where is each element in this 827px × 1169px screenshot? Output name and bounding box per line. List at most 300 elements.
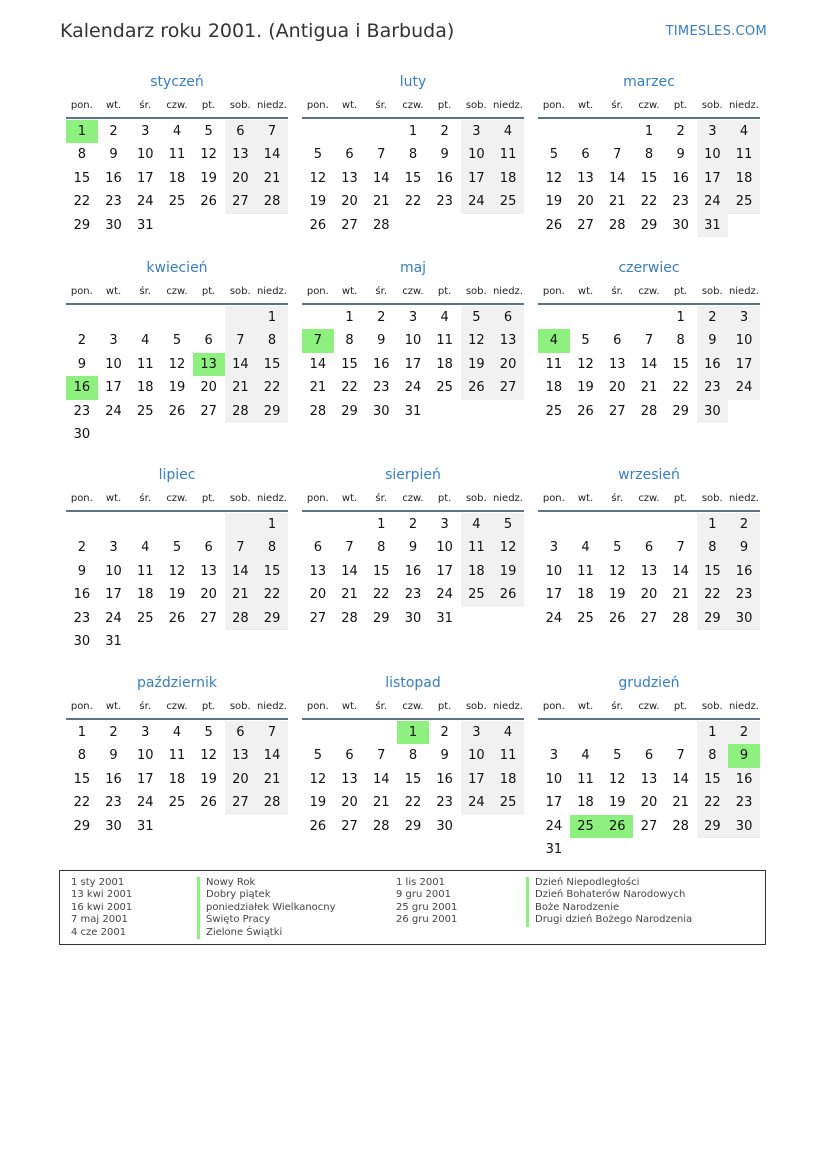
- day-cell[interactable]: 9: [77, 356, 86, 372]
- day-cell[interactable]: 31: [105, 633, 122, 649]
- day-cell[interactable]: 19: [168, 380, 186, 396]
- day-cell[interactable]: 6: [204, 540, 213, 556]
- day-cell[interactable]: 7: [613, 147, 622, 163]
- day-cell[interactable]: 11: [577, 771, 594, 787]
- day-cell[interactable]: 10: [436, 540, 453, 556]
- day-cell[interactable]: 20: [225, 768, 257, 791]
- day-cell[interactable]: 17: [545, 587, 563, 603]
- day-cell[interactable]: 3: [109, 333, 118, 349]
- day-cell[interactable]: 9: [377, 333, 386, 349]
- day-cell[interactable]: 2: [440, 725, 449, 740]
- day-cell[interactable]: 28: [372, 818, 390, 834]
- day-cell[interactable]: 8: [77, 748, 86, 764]
- day-cell[interactable]: 22: [372, 587, 390, 603]
- day-cell[interactable]: 25: [577, 610, 594, 626]
- day-cell[interactable]: 20: [341, 795, 358, 811]
- day-cell[interactable]: 25: [461, 583, 493, 606]
- day-cell[interactable]: 16: [728, 768, 760, 791]
- day-cell[interactable]: 9: [440, 147, 449, 163]
- day-cell[interactable]: 16: [73, 587, 91, 603]
- day-cell[interactable]: 4: [461, 513, 493, 536]
- day-cell[interactable]: 22: [404, 795, 422, 811]
- day-cell[interactable]: 21: [672, 795, 689, 811]
- day-cell[interactable]: 17: [461, 167, 493, 190]
- day-cell[interactable]: 12: [168, 356, 186, 372]
- day-cell[interactable]: 15: [697, 768, 729, 791]
- day-cell[interactable]: 8: [377, 540, 386, 556]
- day-cell[interactable]: 18: [545, 380, 563, 396]
- day-cell[interactable]: 29: [256, 400, 288, 423]
- day-cell[interactable]: 19: [577, 380, 594, 396]
- day-cell[interactable]: 11: [545, 356, 563, 372]
- day-cell[interactable]: 29: [640, 217, 658, 233]
- day-cell[interactable]: 30: [105, 818, 122, 834]
- day-cell[interactable]: 18: [461, 560, 493, 583]
- day-cell[interactable]: 10: [461, 744, 493, 767]
- day-cell[interactable]: 25: [136, 403, 154, 419]
- day-cell[interactable]: 14: [372, 771, 390, 787]
- day-cell[interactable]: 3: [549, 540, 558, 556]
- day-cell[interactable]: 7: [225, 536, 257, 559]
- day-cell[interactable]: 3: [141, 124, 150, 139]
- day-cell[interactable]: 9: [676, 147, 685, 163]
- day-cell[interactable]: 3: [728, 306, 760, 329]
- day-cell[interactable]: 2: [728, 513, 760, 536]
- day-cell[interactable]: 26: [545, 217, 563, 233]
- day-cell[interactable]: 29: [697, 815, 729, 838]
- day-cell[interactable]: 26: [492, 583, 524, 606]
- day-cell[interactable]: 23: [404, 587, 422, 603]
- day-cell[interactable]: 21: [672, 587, 689, 603]
- day-cell[interactable]: 6: [345, 748, 354, 764]
- day-cell[interactable]: 14: [672, 771, 689, 787]
- day-cell[interactable]: 11: [136, 356, 154, 372]
- day-cell[interactable]: 6: [225, 120, 257, 143]
- day-cell[interactable]: 25: [492, 190, 524, 213]
- day-cell[interactable]: 20: [640, 795, 658, 811]
- day-cell[interactable]: 4: [728, 120, 760, 143]
- day-cell[interactable]: 9: [697, 329, 729, 352]
- day-cell[interactable]: 26: [309, 818, 327, 834]
- day-cell[interactable]: 18: [168, 771, 186, 787]
- day-cell[interactable]: 19: [608, 587, 626, 603]
- day-cell[interactable]: 20: [341, 194, 358, 210]
- day-cell[interactable]: 23: [728, 791, 760, 814]
- day-cell[interactable]: 29: [73, 217, 91, 233]
- day-cell[interactable]: 24: [436, 587, 453, 603]
- day-cell[interactable]: 18: [492, 167, 524, 190]
- day-cell[interactable]: 1: [697, 513, 729, 536]
- day-cell[interactable]: 26: [309, 217, 327, 233]
- day-cell[interactable]: 18: [577, 795, 594, 811]
- day-cell[interactable]: 10: [545, 771, 563, 787]
- day-cell[interactable]: 29: [404, 818, 422, 834]
- day-cell[interactable]: 16: [728, 560, 760, 583]
- day-cell[interactable]: 24: [136, 795, 154, 811]
- day-cell[interactable]: 9: [109, 748, 118, 764]
- day-cell[interactable]: 30: [73, 426, 91, 442]
- day-cell[interactable]: 4: [538, 329, 570, 352]
- day-cell[interactable]: 9: [728, 744, 760, 767]
- day-cell[interactable]: 28: [256, 791, 288, 814]
- day-cell[interactable]: 21: [256, 167, 288, 190]
- day-cell[interactable]: 30: [436, 818, 453, 834]
- day-cell[interactable]: 24: [545, 610, 563, 626]
- day-cell[interactable]: 30: [728, 607, 760, 630]
- day-cell[interactable]: 15: [672, 356, 689, 372]
- day-cell[interactable]: 25: [728, 190, 760, 213]
- day-cell[interactable]: 7: [302, 329, 334, 352]
- day-cell[interactable]: 8: [256, 536, 288, 559]
- day-cell[interactable]: 12: [168, 563, 186, 579]
- day-cell[interactable]: 27: [640, 818, 658, 834]
- day-cell[interactable]: 23: [105, 194, 122, 210]
- day-cell[interactable]: 8: [408, 748, 418, 764]
- day-cell[interactable]: 5: [461, 306, 493, 329]
- day-cell[interactable]: 31: [136, 818, 154, 834]
- day-cell[interactable]: 9: [728, 536, 760, 559]
- day-cell[interactable]: 5: [313, 147, 322, 163]
- day-cell[interactable]: 16: [436, 771, 453, 787]
- day-cell[interactable]: 16: [372, 356, 390, 372]
- day-cell[interactable]: 8: [644, 147, 654, 163]
- day-cell[interactable]: 21: [341, 587, 358, 603]
- day-cell[interactable]: 28: [309, 403, 327, 419]
- day-cell[interactable]: 15: [372, 563, 390, 579]
- day-cell[interactable]: 6: [225, 721, 257, 744]
- day-cell[interactable]: 30: [105, 217, 122, 233]
- day-cell[interactable]: 13: [341, 771, 358, 787]
- day-cell[interactable]: 10: [136, 748, 154, 764]
- day-cell[interactable]: 5: [549, 147, 558, 163]
- day-cell[interactable]: 25: [436, 380, 453, 396]
- day-cell[interactable]: 13: [341, 170, 358, 186]
- day-cell[interactable]: 16: [404, 563, 422, 579]
- day-cell[interactable]: 13: [200, 563, 217, 579]
- day-cell[interactable]: 6: [644, 748, 654, 764]
- day-cell[interactable]: 27: [608, 403, 626, 419]
- day-cell[interactable]: 4: [141, 333, 150, 349]
- day-cell[interactable]: 26: [577, 403, 594, 419]
- day-cell[interactable]: 20: [608, 380, 626, 396]
- day-cell[interactable]: 8: [697, 744, 729, 767]
- day-cell[interactable]: 12: [492, 536, 524, 559]
- day-cell[interactable]: 29: [672, 403, 689, 419]
- day-cell[interactable]: 14: [672, 563, 689, 579]
- day-cell[interactable]: 17: [436, 563, 453, 579]
- day-cell[interactable]: 27: [225, 791, 257, 814]
- day-cell[interactable]: 4: [492, 120, 524, 143]
- day-cell[interactable]: 14: [225, 353, 257, 376]
- day-cell[interactable]: 20: [200, 587, 217, 603]
- day-cell[interactable]: 24: [404, 380, 422, 396]
- day-cell[interactable]: 25: [168, 194, 186, 210]
- day-cell[interactable]: 17: [136, 170, 154, 186]
- day-cell[interactable]: 16: [105, 170, 122, 186]
- day-cell[interactable]: 3: [549, 748, 558, 764]
- day-cell[interactable]: 14: [640, 356, 658, 372]
- day-cell[interactable]: 2: [77, 333, 86, 349]
- day-cell[interactable]: 4: [581, 748, 590, 764]
- day-cell[interactable]: 10: [697, 143, 729, 166]
- day-cell[interactable]: 25: [492, 791, 524, 814]
- day-cell[interactable]: 11: [577, 563, 594, 579]
- day-cell[interactable]: 23: [105, 795, 122, 811]
- day-cell[interactable]: 15: [73, 771, 91, 787]
- day-cell[interactable]: 1: [66, 120, 98, 143]
- day-cell[interactable]: 22: [640, 194, 658, 210]
- day-cell[interactable]: 21: [640, 380, 658, 396]
- day-cell[interactable]: 22: [697, 791, 729, 814]
- day-cell[interactable]: 11: [492, 143, 524, 166]
- day-cell[interactable]: 11: [136, 563, 154, 579]
- day-cell[interactable]: 30: [697, 400, 729, 423]
- day-cell[interactable]: 21: [225, 376, 257, 399]
- day-cell[interactable]: 3: [109, 540, 118, 556]
- day-cell[interactable]: 22: [73, 795, 91, 811]
- day-cell[interactable]: 5: [492, 513, 524, 536]
- day-cell[interactable]: 12: [461, 329, 493, 352]
- day-cell[interactable]: 7: [377, 147, 386, 163]
- day-cell[interactable]: 16: [436, 170, 453, 186]
- day-cell[interactable]: 17: [404, 356, 422, 372]
- day-cell[interactable]: 11: [728, 143, 760, 166]
- day-cell[interactable]: 3: [408, 310, 418, 325]
- day-cell[interactable]: 19: [461, 353, 493, 376]
- day-cell[interactable]: 2: [109, 124, 118, 139]
- day-cell[interactable]: 14: [256, 744, 288, 767]
- day-cell[interactable]: 31: [697, 214, 729, 237]
- day-cell[interactable]: 3: [440, 517, 449, 532]
- day-cell[interactable]: 5: [204, 725, 213, 740]
- day-cell[interactable]: 26: [608, 610, 626, 626]
- day-cell[interactable]: 14: [372, 170, 390, 186]
- day-cell[interactable]: 20: [492, 353, 524, 376]
- day-cell[interactable]: 15: [341, 356, 358, 372]
- day-cell[interactable]: 22: [697, 583, 729, 606]
- day-cell[interactable]: 2: [408, 517, 418, 532]
- day-cell[interactable]: 5: [581, 333, 590, 349]
- day-cell[interactable]: 28: [372, 217, 390, 233]
- day-cell[interactable]: 27: [577, 217, 594, 233]
- day-cell[interactable]: 20: [577, 194, 594, 210]
- day-cell[interactable]: 12: [577, 356, 594, 372]
- day-cell[interactable]: 23: [672, 194, 689, 210]
- day-cell[interactable]: 22: [341, 380, 358, 396]
- day-cell[interactable]: 15: [256, 353, 288, 376]
- day-cell[interactable]: 7: [644, 333, 654, 349]
- day-cell[interactable]: 13: [640, 771, 658, 787]
- day-cell[interactable]: 6: [345, 147, 354, 163]
- day-cell[interactable]: 18: [492, 768, 524, 791]
- day-cell[interactable]: 21: [608, 194, 626, 210]
- day-cell[interactable]: 27: [309, 610, 327, 626]
- day-cell[interactable]: 3: [461, 120, 493, 143]
- day-cell[interactable]: 28: [672, 818, 689, 834]
- day-cell[interactable]: 2: [728, 721, 760, 744]
- day-cell[interactable]: 15: [404, 771, 422, 787]
- day-cell[interactable]: 6: [644, 540, 654, 556]
- day-cell[interactable]: 8: [345, 333, 354, 349]
- day-cell[interactable]: 1: [644, 124, 654, 139]
- day-cell[interactable]: 12: [200, 748, 217, 764]
- day-cell[interactable]: 21: [256, 768, 288, 791]
- day-cell[interactable]: 22: [256, 583, 288, 606]
- day-cell[interactable]: 2: [697, 306, 729, 329]
- day-cell[interactable]: 13: [193, 353, 225, 376]
- day-cell[interactable]: 5: [172, 540, 182, 556]
- day-cell[interactable]: 29: [341, 403, 358, 419]
- day-cell[interactable]: 9: [109, 147, 118, 163]
- day-cell[interactable]: 2: [377, 310, 386, 325]
- day-cell[interactable]: 22: [404, 194, 422, 210]
- day-cell[interactable]: 26: [200, 795, 217, 811]
- day-cell[interactable]: 28: [672, 610, 689, 626]
- day-cell[interactable]: 1: [345, 310, 354, 325]
- day-cell[interactable]: 17: [461, 768, 493, 791]
- day-cell[interactable]: 11: [168, 748, 186, 764]
- day-cell[interactable]: 17: [545, 795, 563, 811]
- day-cell[interactable]: 31: [404, 403, 422, 419]
- day-cell[interactable]: 24: [545, 818, 563, 834]
- day-cell[interactable]: 2: [440, 124, 449, 139]
- day-cell[interactable]: 6: [313, 540, 322, 556]
- day-cell[interactable]: 22: [672, 380, 689, 396]
- day-cell[interactable]: 8: [77, 147, 86, 163]
- day-cell[interactable]: 7: [225, 329, 257, 352]
- day-cell[interactable]: 4: [172, 124, 182, 139]
- day-cell[interactable]: 29: [697, 607, 729, 630]
- day-cell[interactable]: 19: [168, 587, 186, 603]
- day-cell[interactable]: 15: [697, 560, 729, 583]
- day-cell[interactable]: 6: [581, 147, 590, 163]
- day-cell[interactable]: 27: [200, 403, 217, 419]
- day-cell[interactable]: 19: [200, 771, 217, 787]
- day-cell[interactable]: 3: [141, 725, 150, 740]
- day-cell[interactable]: 28: [256, 190, 288, 213]
- day-cell[interactable]: 4: [492, 721, 524, 744]
- day-cell[interactable]: 20: [640, 587, 658, 603]
- day-cell[interactable]: 31: [136, 217, 154, 233]
- day-cell[interactable]: 25: [570, 815, 602, 838]
- day-cell[interactable]: 29: [372, 610, 390, 626]
- day-cell[interactable]: 29: [256, 607, 288, 630]
- day-cell[interactable]: 14: [309, 356, 327, 372]
- day-cell[interactable]: 7: [377, 748, 386, 764]
- day-cell[interactable]: 16: [105, 771, 122, 787]
- day-cell[interactable]: 12: [608, 771, 626, 787]
- day-cell[interactable]: 28: [341, 610, 358, 626]
- day-cell[interactable]: 28: [225, 400, 257, 423]
- day-cell[interactable]: 12: [200, 147, 217, 163]
- day-cell[interactable]: 30: [728, 815, 760, 838]
- day-cell[interactable]: 10: [105, 356, 122, 372]
- day-cell[interactable]: 7: [345, 540, 354, 556]
- day-cell[interactable]: 19: [309, 795, 327, 811]
- day-cell[interactable]: 28: [608, 217, 626, 233]
- day-cell[interactable]: 4: [581, 540, 590, 556]
- day-cell[interactable]: 17: [697, 167, 729, 190]
- day-cell[interactable]: 23: [73, 403, 91, 419]
- day-cell[interactable]: 17: [136, 771, 154, 787]
- day-cell[interactable]: 23: [372, 380, 390, 396]
- day-cell[interactable]: 18: [168, 170, 186, 186]
- brand-link[interactable]: TIMESLES.COM: [665, 24, 767, 39]
- day-cell[interactable]: 29: [73, 818, 91, 834]
- day-cell[interactable]: 18: [728, 167, 760, 190]
- day-cell[interactable]: 25: [136, 610, 154, 626]
- day-cell[interactable]: 4: [141, 540, 150, 556]
- day-cell[interactable]: 9: [440, 748, 449, 764]
- day-cell[interactable]: 24: [105, 610, 122, 626]
- day-cell[interactable]: 8: [697, 536, 729, 559]
- day-cell[interactable]: 27: [225, 190, 257, 213]
- day-cell[interactable]: 30: [372, 403, 390, 419]
- day-cell[interactable]: 22: [73, 194, 91, 210]
- day-cell[interactable]: 20: [309, 587, 327, 603]
- day-cell[interactable]: 24: [105, 403, 122, 419]
- day-cell[interactable]: 21: [372, 795, 390, 811]
- day-cell[interactable]: 1: [397, 721, 429, 744]
- day-cell[interactable]: 25: [168, 795, 186, 811]
- day-cell[interactable]: 7: [676, 540, 685, 556]
- day-cell[interactable]: 26: [168, 403, 186, 419]
- day-cell[interactable]: 27: [341, 818, 358, 834]
- day-cell[interactable]: 23: [728, 583, 760, 606]
- day-cell[interactable]: 18: [577, 587, 594, 603]
- day-cell[interactable]: 7: [676, 748, 685, 764]
- day-cell[interactable]: 18: [136, 380, 154, 396]
- day-cell[interactable]: 11: [168, 147, 186, 163]
- day-cell[interactable]: 5: [613, 540, 622, 556]
- day-cell[interactable]: 19: [309, 194, 327, 210]
- day-cell[interactable]: 2: [676, 124, 685, 139]
- day-cell[interactable]: 15: [73, 170, 91, 186]
- day-cell[interactable]: 12: [545, 170, 563, 186]
- day-cell[interactable]: 31: [545, 841, 563, 857]
- day-cell[interactable]: 17: [105, 380, 122, 396]
- day-cell[interactable]: 23: [436, 194, 453, 210]
- day-cell[interactable]: 1: [676, 310, 685, 325]
- day-cell[interactable]: 7: [256, 120, 288, 143]
- day-cell[interactable]: 15: [256, 560, 288, 583]
- day-cell[interactable]: 24: [136, 194, 154, 210]
- day-cell[interactable]: 11: [436, 333, 453, 349]
- day-cell[interactable]: 23: [436, 795, 453, 811]
- day-cell[interactable]: 17: [728, 353, 760, 376]
- day-cell[interactable]: 28: [640, 403, 658, 419]
- day-cell[interactable]: 21: [372, 194, 390, 210]
- day-cell[interactable]: 18: [436, 356, 453, 372]
- day-cell[interactable]: 3: [461, 721, 493, 744]
- day-cell[interactable]: 15: [404, 170, 422, 186]
- day-cell[interactable]: 14: [225, 560, 257, 583]
- day-cell[interactable]: 30: [404, 610, 422, 626]
- day-cell[interactable]: 5: [204, 124, 213, 139]
- day-cell[interactable]: 10: [105, 563, 122, 579]
- day-cell[interactable]: 1: [408, 124, 418, 139]
- day-cell[interactable]: 28: [225, 607, 257, 630]
- day-cell[interactable]: 10: [545, 563, 563, 579]
- day-cell[interactable]: 27: [492, 376, 524, 399]
- day-cell[interactable]: 13: [225, 143, 257, 166]
- day-cell[interactable]: 13: [640, 563, 658, 579]
- day-cell[interactable]: 19: [492, 560, 524, 583]
- day-cell[interactable]: 9: [77, 563, 86, 579]
- day-cell[interactable]: 27: [200, 610, 217, 626]
- day-cell[interactable]: 24: [697, 190, 729, 213]
- day-cell[interactable]: 1: [697, 721, 729, 744]
